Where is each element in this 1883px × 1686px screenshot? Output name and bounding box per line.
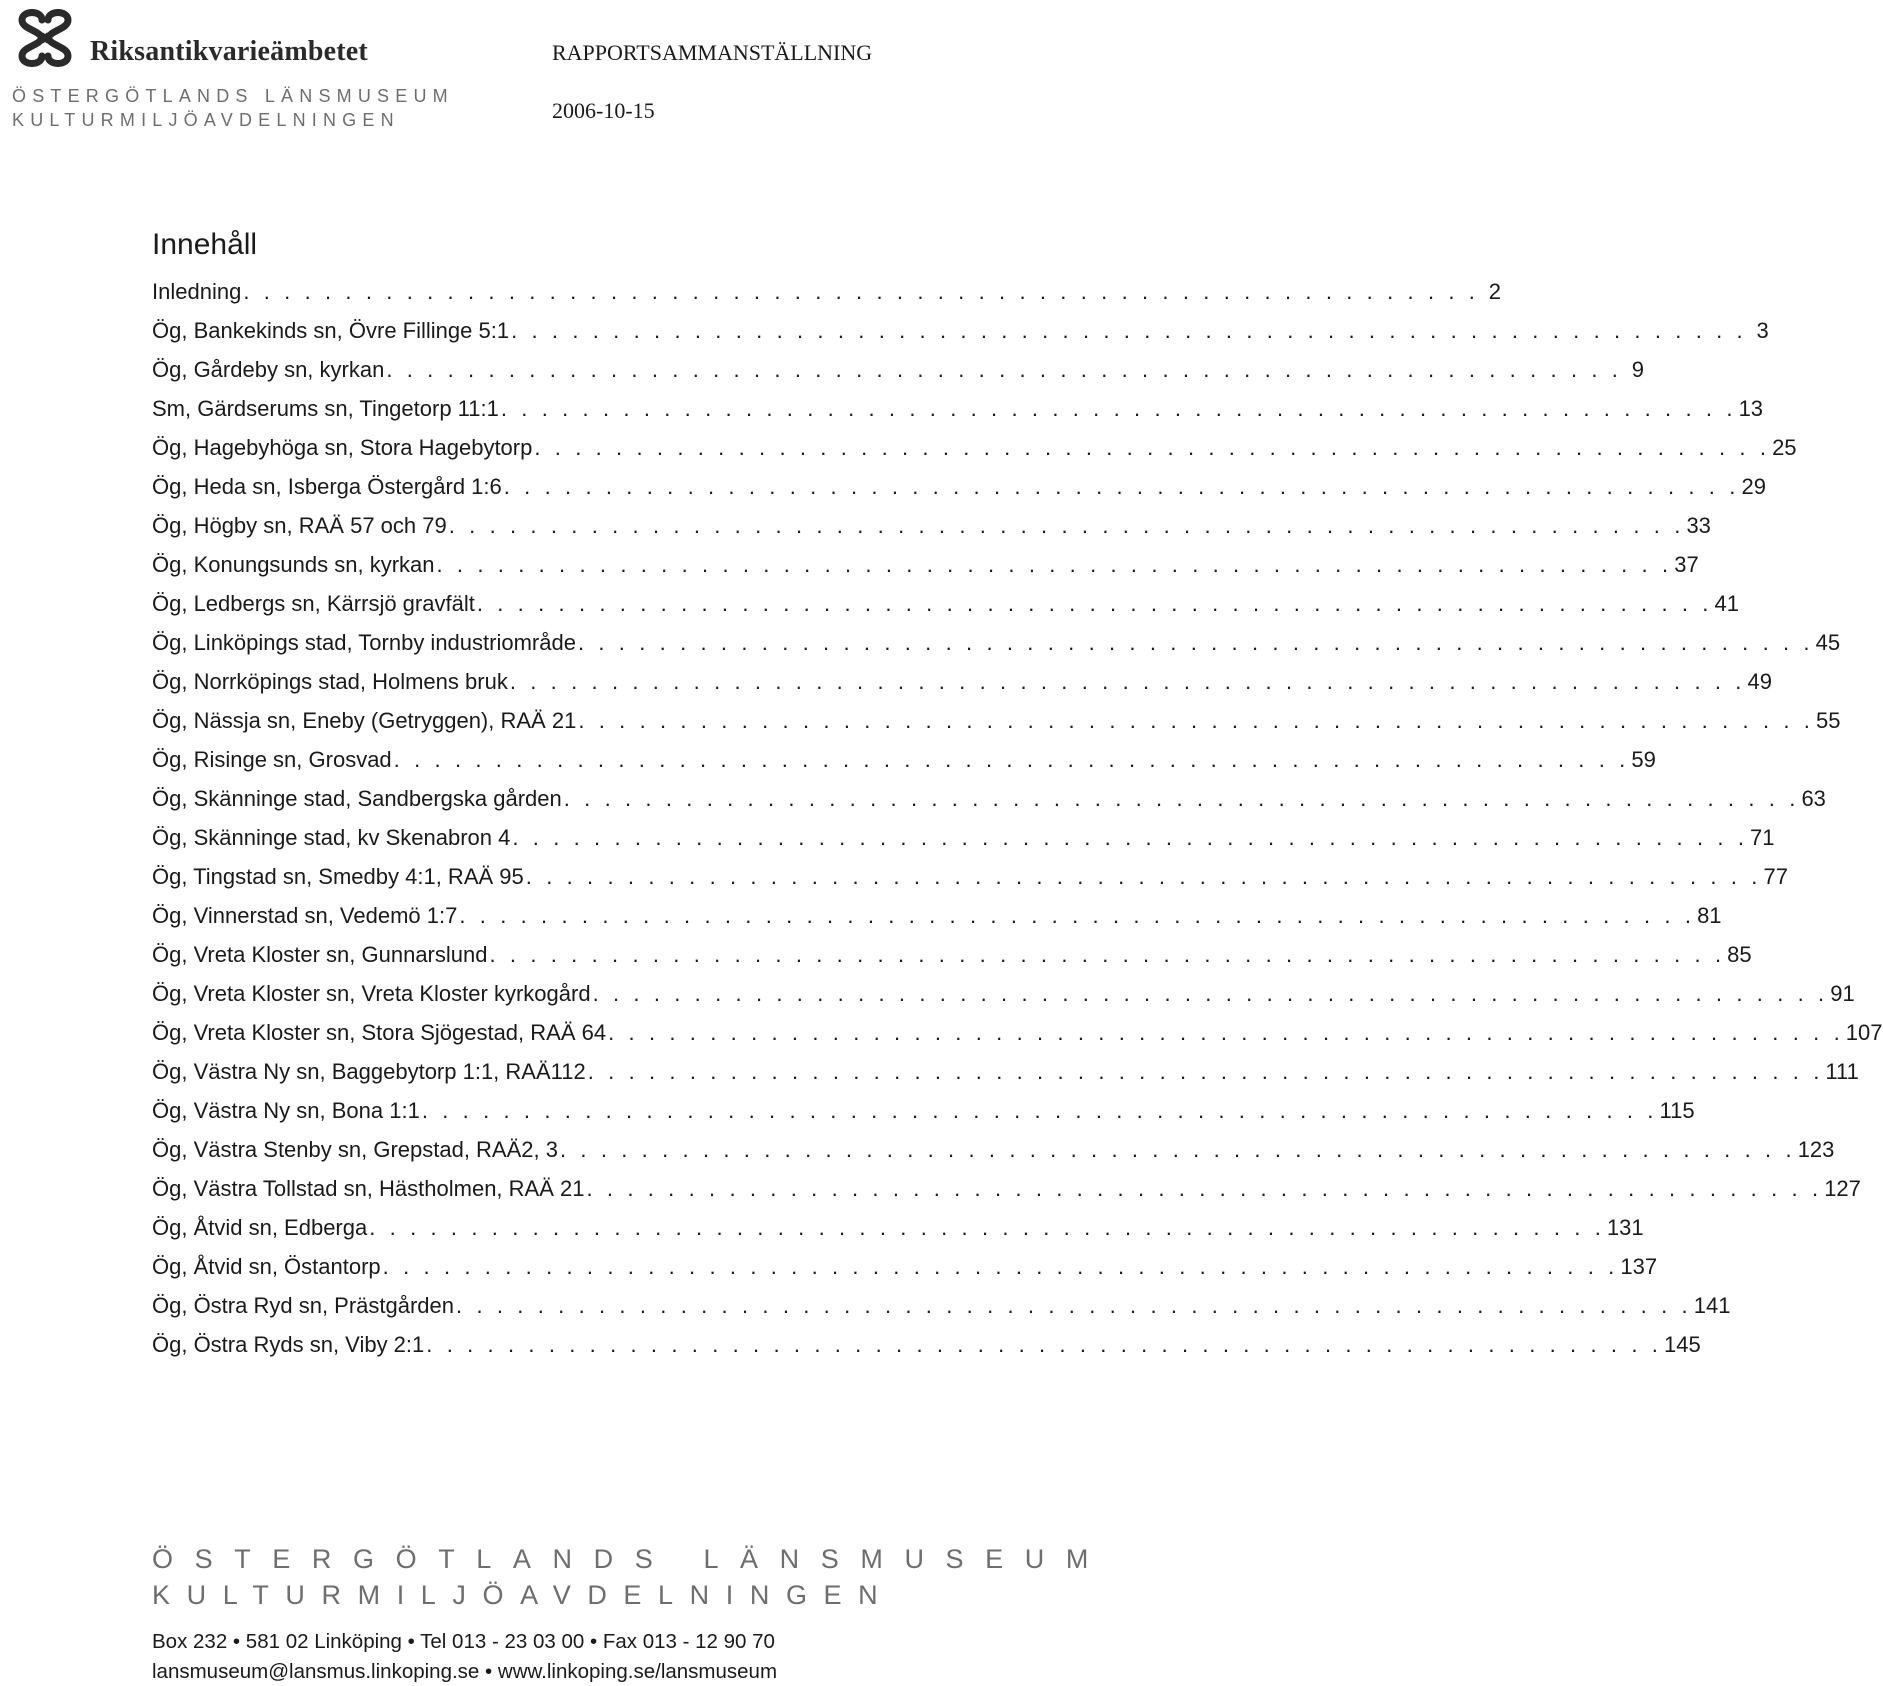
toc-entry[interactable]	[152, 701, 1841, 740]
toc-entry-page: 41	[1714, 590, 1740, 616]
toc-dot-leader: . . . . . . . . . . . . . . . . . . . . . . . . . . . . . . . . . . . . . . . . . . . . . . . . . . . . . . . . . . . . .	[456, 1292, 1692, 1318]
toc-entry-page: 115	[1659, 1097, 1695, 1123]
toc-entry-page: 131	[1606, 1214, 1644, 1240]
toc-entry-title: Ög, Skänninge stad, kv Skenabron 4	[152, 824, 511, 850]
toc-entry[interactable]	[152, 506, 1711, 545]
footer-department-name: KULTURMILJÖAVDELNINGEN	[152, 1580, 895, 1610]
toc-entry[interactable]	[152, 740, 1656, 779]
toc-entry[interactable]	[152, 1052, 1859, 1091]
toc-entry-title: Ög, Tingstad sn, Smedby 4:1, RAÄ 95	[152, 863, 524, 889]
toc-entry-title: Ög, Skänninge stad, Sandbergska gården	[152, 785, 562, 811]
toc-entry[interactable]	[152, 1208, 1644, 1247]
toc-entry[interactable]	[152, 1013, 1883, 1052]
report-type: RAPPORTSAMMANSTÄLLNING	[552, 40, 873, 65]
toc-entry[interactable]	[152, 857, 1788, 896]
toc-dot-leader: . . . . . . . . . . . . . . . . . . . . . . . . . . . . . . . . . . . . . . . . . . . . . . . . . . . . . . . . . . . . .	[426, 1331, 1662, 1357]
toc-entry[interactable]	[152, 311, 1769, 350]
toc-entry-title: Ög, Nässja sn, Eneby (Getryggen), RAÄ 21	[152, 707, 577, 733]
toc-dot-leader: . . . . . . . . . . . . . . . . . . . . . . . . . . . . . . . . . . . . . . . . . . . . . . . . . . . . . . . . . . . . .	[386, 356, 1623, 382]
toc-dot-leader: . . . . . . . . . . . . . . . . . . . . . . . . . . . . . . . . . . . . . . . . . . . . . . . . . . . . . . . . . . . . .	[243, 278, 1480, 304]
toc-entry-title: Ög, Vreta Kloster sn, Vreta Kloster kyrkogård	[152, 980, 591, 1006]
toc-entry-page: 25	[1772, 434, 1797, 460]
toc-entry[interactable]	[152, 584, 1740, 623]
brand-name: Riksantikvarieämbetet	[90, 36, 368, 67]
toc-entry-title: Ög, Ledbergs sn, Kärrsjö gravfält	[152, 590, 475, 616]
toc-entry-page: 91	[1830, 980, 1855, 1006]
toc-entry-title: Inledning	[152, 278, 242, 304]
toc-dot-leader: . . . . . . . . . . . . . . . . . . . . . . . . . . . . . . . . . . . . . . . . . . . . . . . . . . . . . . . . . . . . .	[489, 941, 1726, 967]
riksantikvarieambetet-logo-icon	[12, 6, 78, 70]
toc-entry[interactable]	[152, 935, 1752, 974]
toc-dot-leader: . . . . . . . . . . . . . . . . . . . . . . . . . . . . . . . . . . . . . . . . . . . . . . . . . . . . . . . . . . . . .	[586, 1175, 1823, 1201]
toc-list	[152, 272, 1883, 1364]
toc-dot-leader: . . . . . . . . . . . . . . . . . . . . . . . . . . . . . . . . . . . . . . . . . . . . . . . . . . . . . . . . . . . . .	[509, 668, 1746, 694]
toc-entry-title: Ög, Norrköpings stad, Holmens bruk	[152, 668, 508, 694]
toc-entry-title: Sm, Gärdserums sn, Tingetorp 11:1	[152, 395, 499, 421]
toc-entry[interactable]	[152, 896, 1722, 935]
toc-dot-leader: . . . . . . . . . . . . . . . . . . . . . . . . . . . . . . . . . . . . . . . . . . . . . . . . . . . . . . . . . . . . .	[500, 395, 1737, 421]
toc-entry-title: Ög, Västra Ny sn, Bona 1:1	[152, 1097, 420, 1123]
toc-dot-leader: . . . . . . . . . . . . . . . . . . . . . . . . . . . . . . . . . . . . . . . . . . . . . . . . . . . . . . . . . . . . .	[393, 746, 1630, 772]
toc-entry-page: 141	[1693, 1292, 1731, 1318]
toc-entry-page: 137	[1620, 1253, 1658, 1279]
toc-entry-title: Ög, Vreta Kloster sn, Stora Sjögestad, RAÄ 64	[152, 1019, 607, 1045]
toc-entry-title: Ög, Västra Ny sn, Baggebytorp 1:1, RAÄ112	[152, 1058, 586, 1084]
toc-dot-leader: . . . . . . . . . . . . . . . . . . . . . . . . . . . . . . . . . . . . . . . . . . . . . . . . . . . . . . . . . . . . .	[511, 317, 1747, 343]
toc-title: Innehåll	[152, 228, 258, 261]
toc-dot-leader: . . . . . . . . . . . . . . . . . . . . . . . . . . . . . . . . . . . . . . . . . . . . . . . . . . . . . . . . . . . . .	[563, 785, 1800, 811]
toc-dot-leader: . . . . . . . . . . . . . . . . . . . . . . . . . . . . . . . . . . . . . . . . . . . . . . . . . . . . . . . . . . . . .	[476, 590, 1713, 616]
toc-entry-page: 107	[1845, 1019, 1883, 1045]
toc-entry[interactable]	[152, 1247, 1658, 1286]
toc-entry-page: 37	[1674, 551, 1699, 577]
toc-entry-title: Ög, Högby sn, RAÄ 57 och 79	[152, 512, 447, 538]
toc-dot-leader: . . . . . . . . . . . . . . . . . . . . . . . . . . . . . . . . . . . . . . . . . . . . . . . . . . . . . . . . . . . . .	[459, 902, 1696, 928]
toc-entry-page: 111	[1825, 1058, 1859, 1084]
toc-entry[interactable]	[152, 272, 1502, 311]
toc-entry-title: Ög, Konungsunds sn, kyrkan	[152, 551, 435, 577]
toc-dot-leader: . . . . . . . . . . . . . . . . . . . . . . . . . . . . . . . . . . . . . . . . . . . . . . . . . . . . . . . . . . . . .	[512, 824, 1749, 850]
toc-entry-page: 49	[1747, 668, 1773, 694]
toc-entry-page: 55	[1816, 707, 1841, 733]
toc-entry[interactable]	[152, 1169, 1861, 1208]
toc-entry[interactable]	[152, 350, 1645, 389]
toc-entry-page: 3	[1756, 317, 1769, 343]
toc-entry[interactable]	[152, 1130, 1835, 1169]
toc-entry[interactable]	[152, 389, 1764, 428]
toc-entry-title: Ög, Vreta Kloster sn, Gunnarslund	[152, 941, 488, 967]
toc-entry-page: 145	[1663, 1331, 1701, 1357]
toc-entry-title: Ög, Åtvid sn, Östantorp	[152, 1253, 381, 1279]
toc-entry-title: Ög, Linköpings stad, Tornby industriområde	[152, 629, 576, 655]
toc-dot-leader: . . . . . . . . . . . . . . . . . . . . . . . . . . . . . . . . . . . . . . . . . . . . . . . . . . . . . . . . . . . . .	[608, 1019, 1844, 1045]
report-date: 2006-10-15	[552, 98, 655, 123]
toc-dot-leader: . . . . . . . . . . . . . . . . . . . . . . . . . . . . . . . . . . . . . . . . . . . . . . . . . . . . . . . . . . . . .	[587, 1058, 1824, 1084]
toc-entry-title: Ög, Bankekinds sn, Övre Fillinge 5:1	[152, 317, 510, 343]
toc-entry[interactable]	[152, 623, 1841, 662]
toc-entry-title: Ög, Hagebyhöga sn, Stora Hagebytorp	[152, 434, 533, 460]
footer-address: Box 232 • 581 02 Linköping • Tel 013 - 23 03 00 • Fax 013 - 12 90 70	[152, 1630, 775, 1653]
toc-dot-leader: . . . . . . . . . . . . . . . . . . . . . . . . . . . . . . . . . . . . . . . . . . . . . . . . . . . . . . . . . . . . .	[559, 1136, 1796, 1162]
toc-entry-title: Ög, Heda sn, Isberga Östergård 1:6	[152, 473, 502, 499]
footer-museum-name: ÖSTERGÖTLANDS LÄNSMUSEUM	[152, 1544, 1110, 1574]
toc-entry[interactable]	[152, 1325, 1701, 1364]
toc-entry-page: 85	[1727, 941, 1752, 967]
toc-entry[interactable]	[152, 662, 1773, 701]
toc-entry-page: 29	[1741, 473, 1766, 499]
toc-entry-page: 71	[1750, 824, 1775, 850]
toc-dot-leader: . . . . . . . . . . . . . . . . . . . . . . . . . . . . . . . . . . . . . . . . . . . . . . . . . . . . . . . . . . . . .	[503, 473, 1740, 499]
toc-entry-title: Ög, Risinge sn, Grosvad	[152, 746, 392, 772]
toc-dot-leader: . . . . . . . . . . . . . . . . . . . . . . . . . . . . . . . . . . . . . . . . . . . . . . . . . . . . . . . . . . . . .	[436, 551, 1673, 577]
toc-entry-title: Ög, Västra Tollstad sn, Hästholmen, RAÄ 21	[152, 1175, 585, 1201]
toc-entry-page: 59	[1631, 746, 1656, 772]
toc-dot-leader: . . . . . . . . . . . . . . . . . . . . . . . . . . . . . . . . . . . . . . . . . . . . . . . . . . . . . . . . . . . . .	[448, 512, 1685, 538]
toc-entry[interactable]	[152, 545, 1699, 584]
toc-entry[interactable]	[152, 974, 1855, 1013]
toc-dot-leader: . . . . . . . . . . . . . . . . . . . . . . . . . . . . . . . . . . . . . . . . . . . . . . . . . . . . . . . . . . . . .	[382, 1253, 1619, 1279]
toc-entry[interactable]	[152, 779, 1826, 818]
toc-dot-leader: . . . . . . . . . . . . . . . . . . . . . . . . . . . . . . . . . . . . . . . . . . . . . . . . . . . . . . . . . . . . .	[525, 863, 1762, 889]
toc-entry-page: 81	[1697, 902, 1722, 928]
toc-entry-page: 123	[1797, 1136, 1835, 1162]
toc-entry-page: 9	[1631, 356, 1645, 382]
header-museum-name: ÖSTERGÖTLANDS LÄNSMUSEUM	[12, 86, 454, 106]
toc-entry[interactable]	[152, 818, 1775, 857]
toc-entry-title: Ög, Östra Ryds sn, Viby 2:1	[152, 1331, 425, 1357]
toc-entry[interactable]	[152, 1286, 1731, 1325]
toc-entry-page: 13	[1738, 395, 1764, 421]
toc-entry-title: Ög, Gårdeby sn, kyrkan	[152, 356, 385, 382]
toc-entry[interactable]	[152, 1091, 1695, 1130]
toc-entry-page: 63	[1801, 785, 1826, 811]
toc-entry-page: 127	[1824, 1175, 1861, 1201]
toc-dot-leader: . . . . . . . . . . . . . . . . . . . . . . . . . . . . . . . . . . . . . . . . . . . . . . . . . . . . . . . . . . . . .	[421, 1097, 1658, 1123]
toc-entry[interactable]	[152, 467, 1766, 506]
toc-entry-title: Ög, Västra Stenby sn, Grepstad, RAÄ2, 3	[152, 1136, 558, 1162]
toc-dot-leader: . . . . . . . . . . . . . . . . . . . . . . . . . . . . . . . . . . . . . . . . . . . . . . . . . . . . . . . . . . . . .	[578, 707, 1815, 733]
toc-entry-title: Ög, Östra Ryd sn, Prästgården	[152, 1292, 455, 1318]
toc-entry[interactable]	[152, 428, 1797, 467]
toc-dot-leader: . . . . . . . . . . . . . . . . . . . . . . . . . . . . . . . . . . . . . . . . . . . . . . . . . . . . . . . . . . . . .	[592, 980, 1829, 1006]
toc-entry-page: 45	[1815, 629, 1841, 655]
toc-entry-page: 2	[1488, 278, 1502, 304]
toc-entry-title: Ög, Åtvid sn, Edberga	[152, 1214, 368, 1240]
toc-entry-page: 77	[1763, 863, 1788, 889]
header-department-name: KULTURMILJÖAVDELNINGEN	[12, 110, 400, 130]
toc-entry-page: 33	[1686, 512, 1711, 538]
toc-dot-leader: . . . . . . . . . . . . . . . . . . . . . . . . . . . . . . . . . . . . . . . . . . . . . . . . . . . . . . . . . . . . .	[369, 1214, 1605, 1240]
toc-entry-title: Ög, Vinnerstad sn, Vedemö 1:7	[152, 902, 458, 928]
footer-web-email: lansmuseum@lansmus.linkoping.se • www.linkoping.se/lansmuseum	[152, 1660, 778, 1683]
toc-dot-leader: . . . . . . . . . . . . . . . . . . . . . . . . . . . . . . . . . . . . . . . . . . . . . . . . . . . . . . . . . . . . .	[534, 434, 1771, 460]
toc-dot-leader: . . . . . . . . . . . . . . . . . . . . . . . . . . . . . . . . . . . . . . . . . . . . . . . . . . . . . . . . . . . . .	[577, 629, 1814, 655]
